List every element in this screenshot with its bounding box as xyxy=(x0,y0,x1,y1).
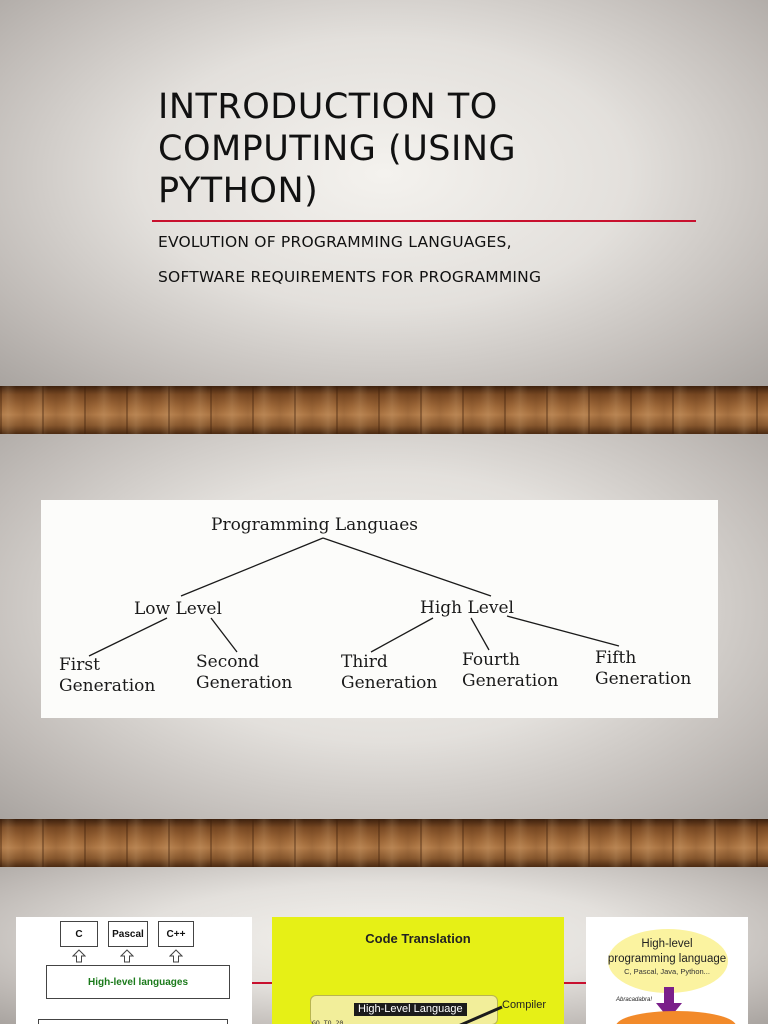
high-level-language-label: High-Level Language xyxy=(354,1003,467,1016)
title-line-1: INTRODUCTION TO xyxy=(158,87,498,127)
tree-node-high-level: High Level xyxy=(420,598,514,618)
leaf-third-line2: Generation xyxy=(341,673,438,693)
title-line-3: PYTHON) xyxy=(158,171,319,211)
languages-tree-diagram xyxy=(41,500,718,718)
code-snippet: GO TO 20 xyxy=(312,1019,344,1024)
machine-language-cloud xyxy=(616,1011,736,1024)
accent-line-segment xyxy=(564,982,586,984)
edge-root-low xyxy=(181,538,323,596)
high-level-languages-image xyxy=(16,917,252,1024)
tree-root-label: Programming Languaes xyxy=(211,515,418,535)
lang-box-cpp: C++ xyxy=(158,921,194,947)
subtitle-line-1: EVOLUTION OF PROGRAMMING LANGUAGES, xyxy=(158,233,512,251)
tree-node-low-level: Low Level xyxy=(134,599,222,619)
leaf-second-line1: Second xyxy=(196,652,260,672)
compiler-pointer-icon xyxy=(452,1005,504,1024)
high-level-languages-box: High-level languages xyxy=(46,965,230,999)
wood-floor-divider xyxy=(0,819,768,867)
code-translation-title: Code Translation xyxy=(365,931,471,946)
lang-box-c: C xyxy=(60,921,98,947)
tree-edges xyxy=(89,538,619,656)
wood-floor-divider xyxy=(0,386,768,434)
up-arrow-icon xyxy=(120,949,134,963)
up-arrow-icon xyxy=(72,949,86,963)
edge-low-first xyxy=(89,618,167,656)
tree-svg xyxy=(41,500,718,718)
leaf-fifth-line2: Generation xyxy=(595,669,692,689)
edge-low-second xyxy=(211,618,237,652)
title-line-2: COMPUTING (USING xyxy=(158,129,517,169)
subtitle-line-2: SOFTWARE REQUIREMENTS FOR PROGRAMMING xyxy=(158,268,542,286)
languages-images-slide xyxy=(0,867,768,1024)
lower-box xyxy=(38,1019,228,1024)
edge-high-third xyxy=(371,618,433,652)
title-divider xyxy=(152,220,696,222)
leaf-fourth-line2: Generation xyxy=(462,671,559,691)
cloud-title-line2: programming language xyxy=(607,953,727,965)
leaf-first-line1: First xyxy=(59,655,100,675)
high-level-language-cloud-image xyxy=(586,917,748,1024)
lang-box-pascal: Pascal xyxy=(108,921,148,947)
accent-line-segment xyxy=(252,982,272,984)
slide-title xyxy=(158,86,678,212)
leaf-fifth-line1: Fifth xyxy=(595,648,637,668)
edge-high-fifth xyxy=(507,616,619,646)
up-arrow-icon xyxy=(169,949,183,963)
edge-root-high xyxy=(323,538,491,596)
compiler-label: Compiler xyxy=(502,999,547,1011)
edge-high-fourth xyxy=(471,618,489,650)
cloud-title-line1: High-level xyxy=(641,938,693,950)
leaf-third-line1: Third xyxy=(341,652,388,672)
code-translation-image xyxy=(272,917,564,1024)
title-slide xyxy=(0,0,768,386)
leaf-fourth-line1: Fourth xyxy=(462,650,520,670)
cloud-examples: C, Pascal, Java, Python... xyxy=(624,967,710,976)
languages-tree-slide xyxy=(0,434,768,819)
abracadabra-label: Abracadabra! xyxy=(616,997,653,1003)
leaf-first-line2: Generation xyxy=(59,676,156,696)
leaf-second-line2: Generation xyxy=(196,673,293,693)
